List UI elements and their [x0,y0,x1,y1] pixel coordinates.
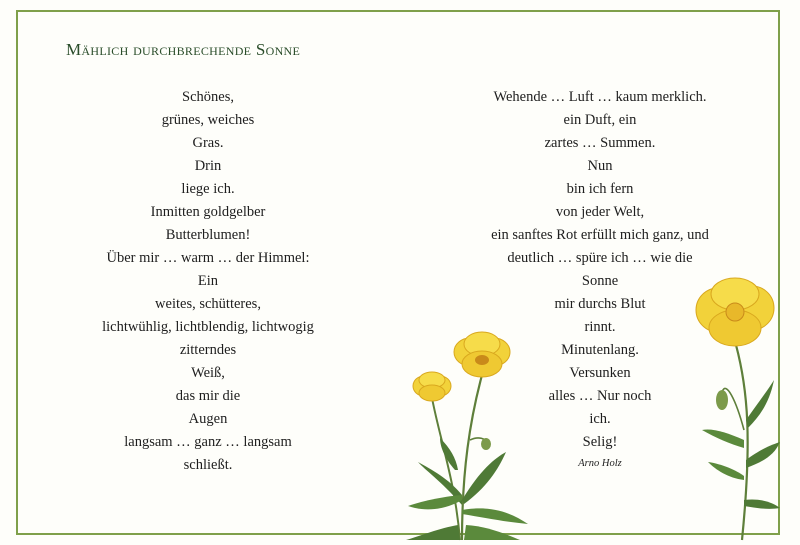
poem-line: Butterblumen! [165,227,251,243]
poem-line: Drin [194,158,222,174]
poem-line: deutlich … spüre ich … wie die [507,250,693,266]
poem-line: Minutenlang. [561,342,639,358]
poem-line: alles … Nur noch [548,388,652,404]
poem-line: bin ich fern [566,181,634,197]
poem-line: langsam … ganz … langsam [124,434,292,450]
poem-line: liege ich. [181,181,235,197]
poem-line: zartes … Summen. [544,135,656,151]
poem-line: Wehende … Luft … kaum merklich. [493,89,707,105]
poem-line: Nun [587,158,613,174]
poem-line: Selig! [582,434,618,450]
poem-line: ich. [589,411,611,427]
poem-line: Augen [188,411,228,427]
poem-line: ein sanftes Rot erfüllt mich ganz, und [491,227,709,243]
poem-line: Inmitten goldgelber [150,204,266,220]
poem-line: weites, schütteres, [155,296,261,312]
poem-left-column [88,86,328,477]
poem-line: Über mir … warm … der Himmel: [106,250,310,266]
poem-line: Schönes, [182,89,234,105]
poem-line: ein Duft, ein [563,112,637,128]
poem-line: Weiß, [191,365,225,381]
poem-line: lichtwühlig, lichtblendig, lichtwogig [102,319,314,335]
poem-line: rinnt. [584,319,616,335]
poem-line: das mir die [175,388,241,404]
poem-right-column [470,86,730,474]
poem-line: grünes, weiches [161,112,255,128]
poem-title: Mählich durchbrechende Sonne [66,40,301,59]
poem-line: Versunken [569,365,631,381]
poem-line: Sonne [581,273,619,289]
poem-line: schließt. [183,457,233,473]
poem-line: Gras. [192,135,224,151]
poem-line: Ein [197,273,219,289]
poem-line: mir durchs Blut [554,296,646,312]
poem-line: von jeder Welt, [555,204,645,220]
poem-line: zitterndes [179,342,237,358]
poem-author: Arno Holz [578,458,622,469]
